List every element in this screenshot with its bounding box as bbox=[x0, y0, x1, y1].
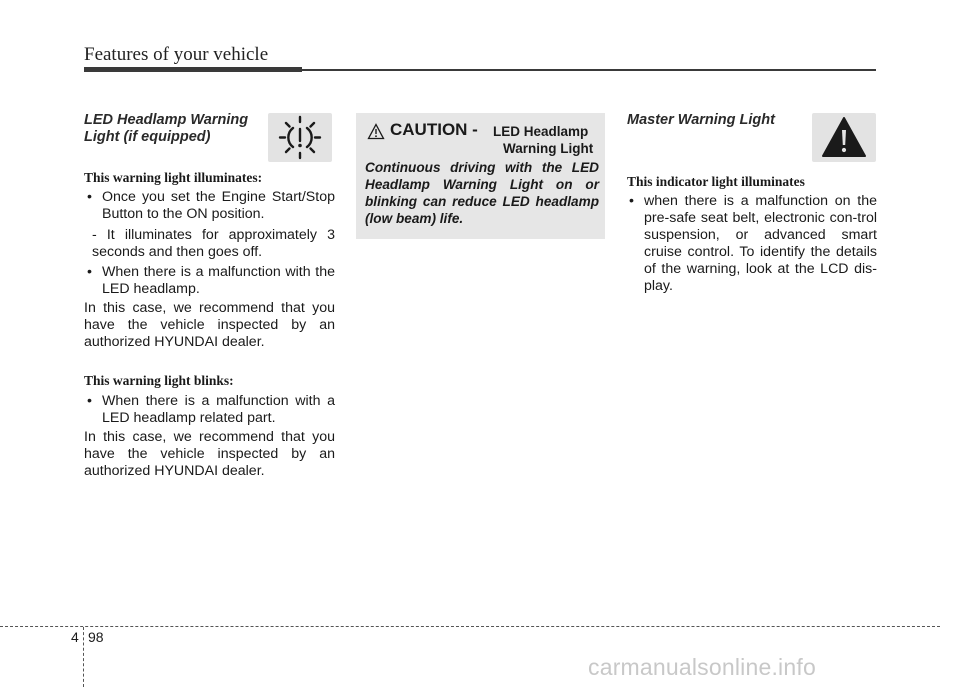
page-header-title: Features of your vehicle bbox=[84, 44, 269, 65]
bullet-text: Once you set the Engine Start/Stop Button to the ON position. bbox=[102, 189, 335, 222]
led-headlamp-warning-glyph bbox=[268, 113, 332, 162]
led-blinks-heading: This warning light blinks: bbox=[84, 373, 234, 388]
master-warning-title: Master Warning Light bbox=[627, 112, 775, 128]
bullet-text: When there is a malfunction with the LED headlamp. bbox=[102, 264, 335, 297]
led-headlamp-warning-icon bbox=[268, 113, 332, 162]
caution-label: CAUTION - bbox=[390, 120, 478, 139]
sub-item-text: - It illuminates for approximately 3 seconds and then goes off. bbox=[92, 227, 335, 260]
bullet-dot: • bbox=[87, 264, 92, 280]
footer-page-number: 98 bbox=[88, 629, 104, 645]
footer-vertical-dashed-rule bbox=[83, 627, 84, 687]
led-bullet-related-part bbox=[87, 393, 335, 427]
caution-triangle-icon bbox=[367, 123, 385, 140]
bullet-dot: • bbox=[87, 189, 92, 205]
led-bullet-malfunction bbox=[87, 264, 335, 298]
caution-subject-line1: LED Headlamp bbox=[493, 124, 589, 139]
bullet-dot: • bbox=[87, 393, 92, 409]
header-rule-thin bbox=[302, 69, 876, 71]
led-warning-title bbox=[84, 112, 248, 146]
header-rule-thick bbox=[84, 67, 302, 72]
led-bullet-start-stop bbox=[87, 189, 335, 223]
caution-body-text: Continuous driving with the LED Headlamp Warning Light on or blinking can reduce LED headlamp (low beam) life. bbox=[365, 160, 599, 226]
master-warning-glyph bbox=[812, 113, 876, 162]
caution-subject-line2: Warning Light bbox=[503, 141, 594, 156]
led-recommend-paragraph-1: In this case, we recommend that you have the vehicle inspected by an authorized HYUNDAI dealer. bbox=[84, 300, 335, 350]
bullet-text: When there is a malfunction with a LED headlamp related part. bbox=[102, 393, 335, 426]
master-illuminates-heading: This indicator light illuminates bbox=[627, 174, 805, 189]
master-bullet-malfunction bbox=[629, 193, 877, 295]
led-recommend-paragraph-2: In this case, we recommend that you have the vehicle inspected by an authorized HYUNDAI dealer. bbox=[84, 429, 335, 479]
bullet-dot: • bbox=[629, 193, 634, 209]
led-sub-item-3-seconds bbox=[92, 227, 335, 261]
footer-dashed-rule bbox=[0, 626, 940, 627]
bullet-text: when there is a malfunction on the pre-safe seat belt, electronic con-trol suspension, or advanced smart cruise control. To identify the details of the warning, look at the LCD dis-play. bbox=[644, 193, 877, 294]
footer-chapter-number: 4 bbox=[71, 629, 79, 645]
led-warning-title-line1: LED Headlamp Warning bbox=[84, 112, 249, 128]
watermark: carmanualsonline.info bbox=[588, 654, 816, 680]
led-illuminates-heading: This warning light illuminates: bbox=[84, 170, 263, 185]
master-warning-icon bbox=[812, 113, 876, 162]
led-warning-title-line2: Light (if equipped) bbox=[84, 129, 211, 145]
